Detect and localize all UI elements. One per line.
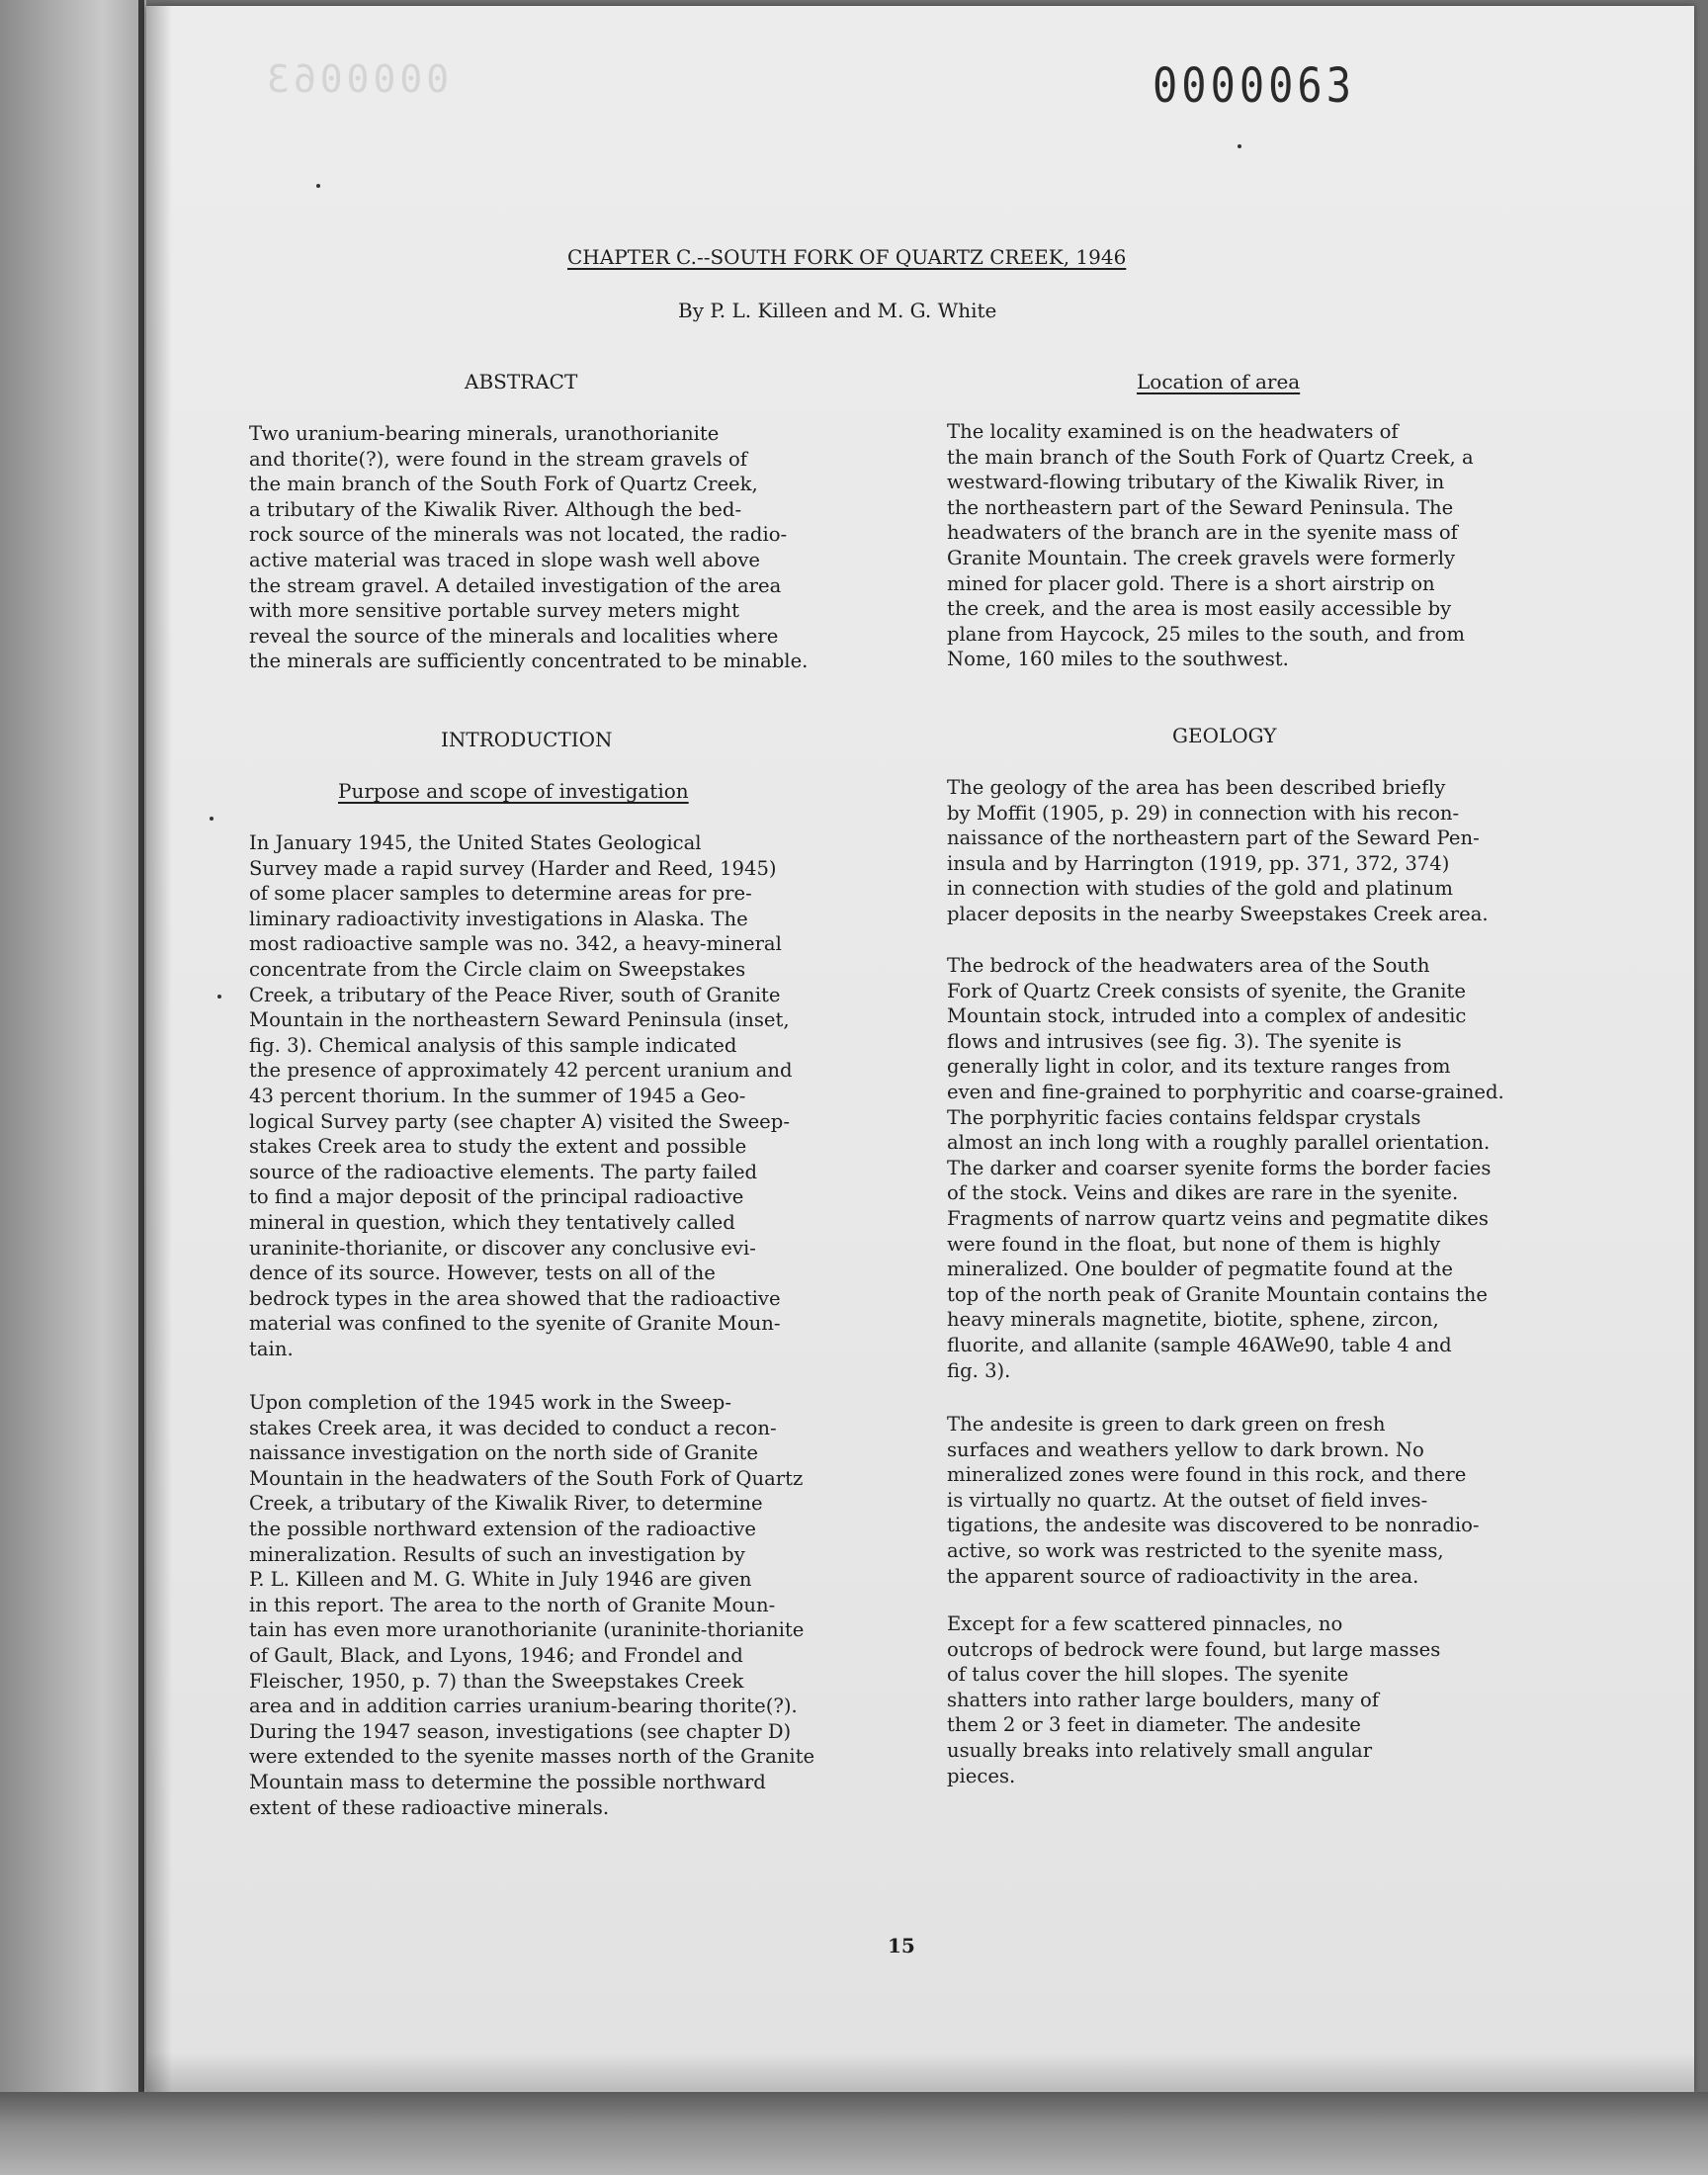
- dust-speck: [217, 995, 221, 999]
- bleed-through-number: 0000063: [263, 57, 450, 101]
- purpose-heading: Purpose and scope of investigation: [338, 779, 689, 803]
- dust-speck: [1238, 144, 1241, 148]
- geology-paragraph-4: Except for a few scattered pinnacles, no outcrops of bedrock were found, but large masses of talus cover the hill slopes. The syenite shatters into rather large boulders, many of them 2 or 3 feet in diameter. The andesite usually breaks into relatively small angular pieces.: [947, 1612, 1441, 1787]
- location-heading: Location of area: [1137, 370, 1301, 393]
- geology-paragraph-1: The geology of the area has been described briefly by Moffit (1905, p. 29) in connection with his recon- naissance of the northeastern part of the Seward Pen- insula and by Harrington (1919, pp. 371, 372, 374) in connection with studies of the gold and platinum placer deposits in the nearby Sweepstakes Creek area.: [947, 776, 1489, 925]
- abstract-heading: ABSTRACT: [465, 370, 578, 393]
- scanner-left-margin: [0, 0, 146, 2175]
- introduction-heading: INTRODUCTION: [441, 728, 613, 751]
- dust-speck: [316, 184, 320, 188]
- author-byline: By P. L. Killeen and M. G. White: [678, 299, 997, 322]
- abstract-text: Two uranium-bearing minerals, uranothorianite and thorite(?), were found in the stream gravels of the main branch of the South Fork of Quartz Creek, a tributary of the Kiwalik River. Although the bed- rock source of the minerals was not located, the radio- active material was traced in slope wash well above the stream gravel. A detailed investigation of the area with more sensitive portable survey meters might reveal the source of the minerals and localities where the minerals are sufficiently concentrated to be minable.: [249, 422, 809, 673]
- page-number: 15: [888, 1934, 915, 1958]
- document-page: [146, 6, 1694, 2092]
- page-curl: [146, 2052, 1694, 2092]
- geology-paragraph-2: The bedrock of the headwaters area of the South Fork of Quartz Creek consists of syenite, the Granite Mountain stock, intruded into a complex of andesitic flows and intrusives (see fig. 3). The syenite is generally light in color, and its texture ranges from even and fine-grained to porphyritic and coarse-grained. The porphyritic facies contains feldspar crystals almost an inch long with a roughly parallel orientation. The darker and coarser syenite forms the border facies of the stock. Veins and dikes are rare in the syenite. Fragments of narrow quartz veins and pegmatite dikes were found in the float, but none of them is highly mineralized. One boulder of pegmatite found at the top of the north peak of Granite Mountain contains the heavy minerals magnetite, biotite, sphene, zircon, fluorite, and allanite (sample 46AWe90, table 4 and fig. 3).: [947, 954, 1504, 1382]
- chapter-title: CHAPTER C.--SOUTH FORK OF QUARTZ CREEK, 1946: [567, 245, 1127, 269]
- location-text: The locality examined is on the headwaters of the main branch of the South Fork of Quartz Creek, a westward-flowing tributary of the Kiwalik River, in the northeastern part of the Seward Peninsula. The headwaters of the branch are in the syenite mass of Granite Mountain. The creek gravels were formerly mined for placer gold. There is a short airstrip on the creek, and the area is most easily accessible by plane from Haycock, 25 miles to the south, and from Nome, 160 miles to the southwest.: [947, 420, 1474, 671]
- scanner-bottom-band: [0, 2092, 1708, 2175]
- geology-heading: GEOLOGY: [1172, 724, 1277, 747]
- dust-speck: [210, 817, 214, 821]
- geology-paragraph-3: The andesite is green to dark green on fresh surfaces and weathers yellow to dark brown. No mineralized zones were found in this rock, and there is virtually no quartz. At the outset of field inves- tigations, the andesite was discovered to be nonradio- active, so work was restricted to the syenite mass, the apparent source of radioactivity in the area.: [947, 1413, 1480, 1588]
- binding-edge: [138, 0, 144, 2175]
- document-number-stamp: 0000063: [1153, 57, 1356, 114]
- page-shadow: [146, 6, 172, 2092]
- purpose-paragraph-2: Upon completion of the 1945 work in the Sweep- stakes Creek area, it was decided to conduct a recon- naissance investigation on the north side of Granite Mountain in the headwaters of the South Fork of Quartz Creek, a tributary of the Kiwalik River, to determine the possible northward extension of the radioactive mineralization. Results of such an investigation by P. L. Killeen and M. G. White in July 1946 are given in this report. The area to the north of Granite Moun- tain has even more uranothorianite (uraninite-thorianite of Gault, Black, and Lyons, 1946; and Frondel and Fleischer, 1950, p. 7) than the Sweepstakes Creek area and in addition carries uranium-bearing thorite(?). During the 1947 season, investigations (see chapter D) were extended to the syenite masses north of the Granite Mountain mass to determine the possible northward extent of these radioactive minerals.: [249, 1391, 815, 1819]
- purpose-paragraph-1: In January 1945, the United States Geological Survey made a rapid survey (Harder and Reed, 1945) of some placer samples to determine areas for pre- liminary radioactivity investigations in Alaska. The most radioactive sample was no. 342, a heavy-mineral concentrate from the Circle claim on Sweepstakes Creek, a tributary of the Peace River, south of Granite Mountain in the northeastern Seward Peninsula (inset, fig. 3). Chemical analysis of this sample indicated the presence of approximately 42 percent uranium and 43 percent thorium. In the summer of 1945 a Geo- logical Survey party (see chapter A) visited the Sweep- stakes Creek area to study the extent and possible source of the radioactive elements. The party failed to find a major deposit of the principal radioactive mineral in question, which they tentatively called uraninite-thorianite, or discover any conclusive evi- dence of its source. However, tests on all of the bedrock types in the area showed that the radioactive material was confined to the syenite of Granite Moun- tain.: [249, 831, 793, 1360]
